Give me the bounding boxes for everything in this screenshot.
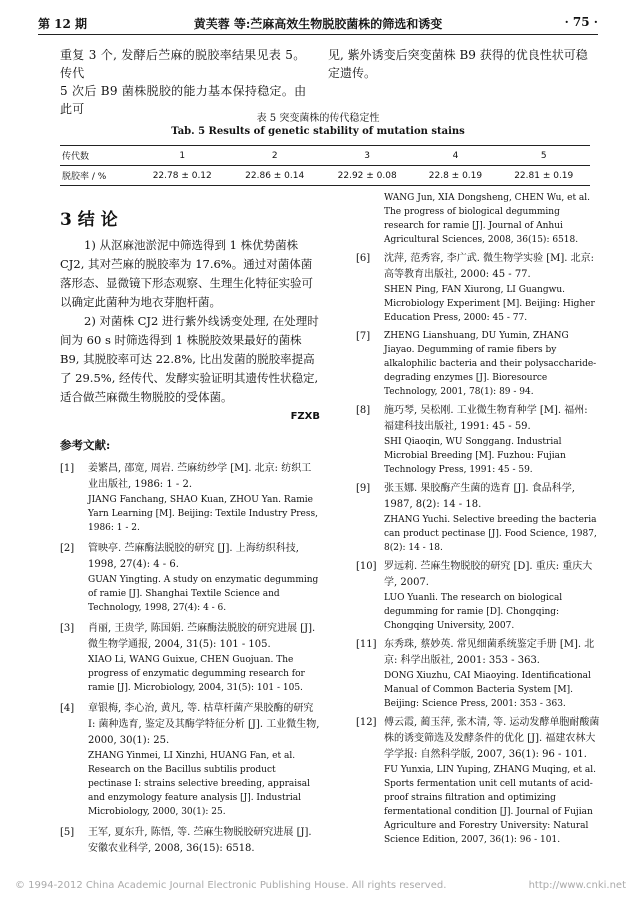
reference-number: [9] [356, 483, 371, 494]
running-header [38, 12, 598, 35]
reference-en: GUAN Yingting. A study on enzymatic degumming of ramie [J]. Shanghai Textile Science and Technology, 1998, 27(4): 4 - 6. [88, 575, 319, 613]
classification-code: FZXB [290, 411, 320, 422]
intro-right-line2: 定遗传。 [328, 66, 377, 80]
table-header-label: 传代数 [60, 146, 136, 166]
reference-item [60, 701, 320, 819]
reference-item [60, 621, 320, 695]
intro-right [328, 46, 588, 82]
genetic-stability-table [60, 145, 590, 186]
reference-en: SHEN Ping, FAN Xiurong, LI Guangwu. Microbiology Experiment [M]. Beijing: Higher Education Press, 2000: 45 - 77. [384, 285, 595, 323]
reference-cn: 章银梅, 李心治, 黄凡, 等. 枯草杆菌产果胶酶的研究 I: 菌种选育, 鉴定及其酶学特征分析 [J]. 工业微生物, 2000, 30(1): 25. [88, 703, 320, 746]
section-heading: 3 结 论 [60, 210, 118, 230]
reference-number: [1] [60, 463, 75, 474]
copyright-footer [15, 880, 626, 891]
reference-item [356, 191, 600, 247]
footer-url: http://www.cnki.net [528, 880, 626, 891]
reference-cn: 管映亭. 苎麻酶法脱胶的研究 [J]. 上海纺织科技, 1998, 27(4): 4 - 6. [88, 543, 299, 570]
copyright-text: © 1994-2012 China Academic Journal Electronic Publishing House. All rights reserved. [15, 880, 447, 891]
reference-cn: 罗远莉. 苎麻生物脱胶的研究 [D]. 重庆: 重庆大学, 2007. [384, 561, 593, 588]
reference-item [356, 251, 600, 325]
table-cell: 22.78 ± 0.12 [136, 166, 228, 186]
intro-left-line2: 5 次后 B9 菌株脱胶的能力基本保持稳定。由此可 [60, 84, 307, 116]
reference-cn: 沈萍, 范秀容, 李广武. 微生物学实验 [M]. 北京: 高等教育出版社, 2000: 45 - 77. [384, 253, 595, 280]
reference-en: LUO Yuanli. The research on biological degumming for ramie [D]. Chongqing: Chongqing University, 2007. [384, 593, 563, 631]
left-column [60, 236, 320, 857]
table-caption-cn: 表 5 突变菌株的传代稳定性 [256, 113, 380, 124]
page-number: · 75 · [564, 15, 598, 29]
reference-item [356, 715, 600, 847]
reference-number: [5] [60, 827, 75, 838]
reference-en: FU Yunxia, LIN Yuping, ZHANG Muqing, et al. Sports fermentation unit cell mutants of acid-proof strains filtration and optimizing fermentational condition [J]. Journal of Fujian Agriculture and Forestry University: Natural Science Edition, 2007, 36(1): 96 - 101. [384, 765, 596, 845]
conclusion-paragraph-1: 1) 从沤麻池淤泥中筛选得到 1 株优势菌株 CJ2, 其对苎麻的脱胶率为 17.6%。通过对菌体菌落形态、显微镜下形态观察、生理生化特征实验可以确定此菌种为地衣芽胞杆菌。 [60, 238, 313, 309]
table-col: 3 [321, 146, 413, 166]
reference-cn: 东秀珠, 蔡妙英. 常见细菌系统鉴定手册 [M]. 北京: 科学出版社, 2001: 353 - 363. [384, 639, 595, 666]
reference-number: [6] [356, 253, 371, 264]
table-caption-en: Tab. 5 Results of genetic stability of mutation stains [171, 126, 465, 137]
reference-en: ZHENG Lianshuang, DU Yumin, ZHANG Jiayao. Degumming of ramie fibers by alkalophilic bacteria and their polysaccharide-degrading enzymes [J]. Bioresource Technology, 2001, 78(1): 89 - 94. [384, 331, 597, 397]
table-cell: 22.86 ± 0.14 [228, 166, 320, 186]
reference-item [356, 559, 600, 633]
reference-en: ZHANG Yinmei, LI Xinzhi, HUANG Fan, et al. Research on the Bacillus subtilis product pectinase I: strains selective breeding, appraisal and enzymology feature analysis [J]. Industrial Microbiology, 2000, 30(1): 25. [88, 751, 310, 817]
reference-number: [10] [356, 561, 377, 572]
reference-item [356, 637, 600, 711]
references-list-left [60, 461, 320, 857]
table-row-label: 脱胶率 / % [60, 166, 136, 186]
references-heading: 参考文献: [60, 438, 111, 452]
reference-number: [4] [60, 703, 75, 714]
reference-item [60, 461, 320, 535]
reference-item [60, 541, 320, 615]
table-cell: 22.81 ± 0.19 [497, 166, 590, 186]
reference-cn: 肖丽, 王贵学, 陈国娟. 苎麻酶法脱胶的研究进展 [J]. 微生物学通报, 2004, 31(5): 101 - 105. [88, 623, 316, 650]
reference-number: [12] [356, 717, 377, 728]
reference-en: ZHANG Yuchi. Selective breeding the bacteria can product pectinase [J]. Food Science, 1987, 8(2): 14 - 18. [384, 515, 597, 553]
reference-cn: 傅云霞, 蔺玉萍, 张木清, 等. 运动发酵单胞耐酸菌株的诱变筛选及发酵条件的优化 [J]. 福建农林大学学报: 自然科学版, 2007, 36(1): 96 - 101. [384, 717, 600, 760]
table-col: 4 [413, 146, 497, 166]
reference-cn: 施巧琴, 吴松刚. 工业微生物育种学 [M]. 福州: 福建科技出版社, 1991: 45 - 59. [384, 405, 588, 432]
table-col: 2 [228, 146, 320, 166]
reference-item [356, 403, 600, 477]
references-list-right [356, 191, 600, 847]
reference-number: [7] [356, 331, 371, 342]
reference-en: WANG Jun, XIA Dongsheng, CHEN Wu, et al. The progress of biological degumming research for ramie [J]. Journal of Anhui Agricultural Sciences, 2008, 36(15): 6518. [384, 193, 591, 245]
intro-right-line1: 见, 紫外诱变后突变菌株 B9 获得的优良性状可稳 [328, 48, 588, 62]
table-row [60, 166, 590, 186]
table-header-row [60, 146, 590, 166]
reference-item [356, 481, 600, 555]
intro-left [60, 46, 315, 118]
running-title: 黄芙蓉 等:苎麻高效生物脱胶菌株的筛选和诱变 [193, 17, 443, 31]
reference-number: [3] [60, 623, 75, 634]
table-cell: 22.8 ± 0.19 [413, 166, 497, 186]
table-col: 5 [497, 146, 590, 166]
table-col: 1 [136, 146, 228, 166]
conclusion-paragraph-2: 2) 对菌株 CJ2 进行紫外线诱变处理, 在处理时间为 60 s 时筛选得到 1 株脱胶效果最好的菌株 B9, 其脱胶率可达 22.8%, 比出发菌的脱胶率提高了 29.5%, 经传代、发酵实验证明其遗传性状稳定, 适合做苎麻微生物脱胶的受体菌。 [60, 314, 319, 404]
intro-left-line1: 重复 3 个, 发酵后苎麻的脱胶率结果见表 5。传代 [60, 48, 306, 80]
reference-cn: 张玉娜. 果胶酶产生菌的选育 [J]. 食品科学, 1987, 8(2): 14 - 18. [384, 483, 575, 510]
reference-cn: 姜繁昌, 邵宽, 周岩. 苎麻纺纱学 [M]. 北京: 纺织工业出版社, 1986: 1 - 2. [88, 463, 312, 490]
reference-en: XIAO Li, WANG Guixue, CHEN Guojuan. The progress of enzymatic degumming research for ramie [J]. Microbiology, 2004, 31(5): 101 - 105. [88, 655, 305, 693]
reference-item [60, 825, 320, 857]
right-column [356, 187, 600, 847]
reference-number: [2] [60, 543, 75, 554]
reference-en: JIANG Fanchang, SHAO Kuan, ZHOU Yan. Ramie Yarn Learning [M]. Beijing: Textile Industry Press, 1986: 1 - 2. [88, 495, 318, 533]
reference-cn: 王军, 夏东升, 陈悟, 等. 苎麻生物脱胶研究进展 [J]. 安徽农业科学, 2008, 36(15): 6518. [88, 827, 312, 854]
reference-en: DONG Xiuzhu, CAI Miaoying. Identificational Manual of Common Bacteria System [M]. Beijing: Science Press, 2001: 353 - 363. [384, 671, 591, 709]
table-cell: 22.92 ± 0.08 [321, 166, 413, 186]
reference-number: [11] [356, 639, 377, 650]
reference-item [356, 329, 600, 399]
reference-number: [8] [356, 405, 371, 416]
issue-number: 第 12 期 [38, 17, 88, 31]
reference-en: SHI Qiaoqin, WU Songgang. Industrial Microbial Breeding [M]. Fuzhou: Fujian Technology Press, 1991: 45 - 59. [384, 437, 566, 475]
